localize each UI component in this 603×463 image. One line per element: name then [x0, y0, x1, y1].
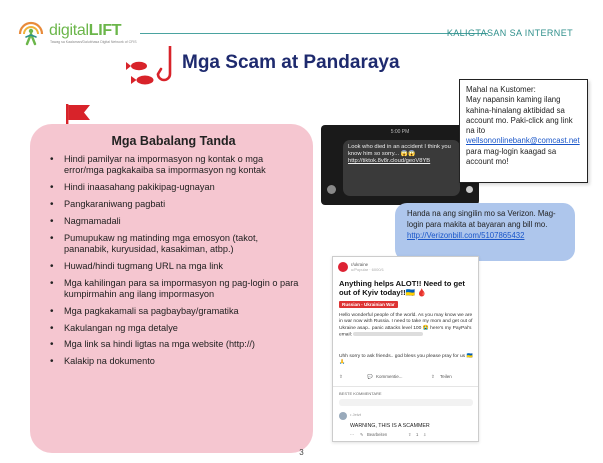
bank-phishing-link: wellsononlinebank@comcast.net	[466, 136, 580, 146]
fish-hook-icon	[123, 44, 178, 90]
section-label: KALIGTASAN SA INTERNET	[446, 28, 573, 38]
phone-message-link: http://tiktok.8v8r.cloud/geoV8YB	[348, 158, 431, 165]
verizon-phishing-link: http://Verizonbill.com/5107865432	[407, 230, 525, 240]
upvote-icon: ⇧	[339, 374, 343, 379]
bank-greeting: Mahal na Kustomer:	[466, 85, 536, 94]
post-body-text: Hello wonderful people of the world. As you may know we are in war now with Russia. I need to take my mom and get out of Ukraine asap.. panic attacks level 100 😭 here's my PayPal's email:	[339, 313, 473, 338]
post-title: Anything helps ALOT!! Need to get out of Kyiv today!!🇺🇦 🩸	[339, 279, 465, 298]
phone-message-text: Look who died in an accident I think you know him so sorry... 😱😱	[348, 144, 451, 158]
phone-time: 5:00 PM	[390, 129, 410, 135]
comment-text: WARNING, THIS IS A SCAMMER	[350, 423, 430, 429]
list-item: • Pumupukaw ng matinding mga emosyon (takot, pananabik, kuryusidad, kasakiman, atbp.)	[48, 233, 299, 256]
post-user-meta: u/Popular · 6000/1	[351, 267, 384, 272]
edit-icon: ✎	[360, 432, 364, 437]
list-item: • Mga link sa hindi ligtas na mga website (http://)	[48, 339, 299, 350]
divider	[333, 386, 478, 387]
comment-input	[339, 399, 473, 406]
comment-meta: • Jetzt	[350, 412, 361, 417]
list-item: • Huwad/hindi tugmang URL na mga link	[48, 261, 299, 272]
list-item: • Hindi pamilyar na impormasyon ng kontak o mga error/mga pagkakaiba sa impormasyon ng kontak	[48, 154, 299, 177]
bank-message-end: para mag-login kaagad sa account mo!	[466, 146, 557, 167]
phone-message-bubble	[343, 140, 460, 196]
logo-wordmark	[49, 22, 121, 40]
warning-card-title: Mga Babalang Tanda	[111, 134, 236, 148]
avatar	[339, 412, 347, 420]
verizon-message-text: Handa na ang singilin mo sa Verizon. Mag-login para makita at bayaran ang bill mo.	[407, 209, 556, 229]
digitallift-logo	[16, 18, 136, 50]
logo-digital-text: digital	[49, 22, 89, 39]
comments-label: Kommentie...	[376, 374, 403, 379]
list-item: • Pangkaraniwang pagbati	[48, 199, 299, 210]
post-body-closing: Uhh sorry to ask friends.. god bless you please pray for us 🇺🇦🙏	[339, 354, 473, 366]
list-item: • Mga kahilingan para sa impormasyon ng pag-login o para kumpirmahin ang ilang impormasyon	[48, 278, 299, 301]
post-flair-badge: Russian - Ukrainian War	[339, 301, 398, 308]
warning-signs-card	[30, 124, 313, 453]
header-divider	[140, 33, 488, 34]
list-item: • Kakulangan ng mga detalye	[48, 323, 299, 334]
logo-tagline: Tawag sa Kaalaman/Dalubhasa Digital Network of CFIS	[50, 40, 137, 44]
more-icon: ⋯	[350, 432, 355, 437]
upvote-icon: ⇧	[408, 432, 412, 437]
avatar	[338, 262, 348, 272]
logo-lift-text: LIFT	[88, 22, 122, 39]
edit-label: Bearbeiten	[367, 432, 388, 437]
downvote-icon: ⇩	[423, 432, 427, 437]
best-comments-label: BESTE KOMMENTARE	[339, 391, 382, 396]
share-icon: ⇪	[431, 374, 435, 379]
redacted-email	[353, 332, 423, 336]
logo-mark-icon	[16, 18, 46, 48]
share-label: Teilen	[440, 374, 452, 379]
phone-message-example	[321, 125, 479, 205]
list-item: • Nagmamadali	[48, 216, 299, 227]
list-item: • Mga pagkakamali sa pagbaybay/gramatika	[48, 306, 299, 317]
verizon-message-example	[395, 203, 575, 261]
list-item: • Hindi inaasahang pakikipag-ugnayan	[48, 182, 299, 193]
comment-votes: 1	[416, 432, 419, 437]
warning-signs-list	[48, 154, 299, 368]
comment-icon: 💬	[367, 374, 373, 379]
post-actions	[339, 374, 477, 382]
social-post-example	[332, 256, 479, 442]
avatar	[327, 185, 336, 194]
bank-message-text: May napansin kaming ilang kahina-hinalang aktibidad sa account mo. Paki-click ang link na ito	[466, 95, 573, 136]
bank-email-example	[459, 79, 588, 183]
post-body	[339, 313, 477, 338]
reaction-icon	[466, 186, 473, 193]
page-title: Mga Scam at Pandaraya	[182, 52, 400, 73]
post-header	[338, 262, 475, 274]
post-subreddit: r/ukraine	[351, 262, 369, 267]
list-item: • Kalakip na dokumento	[48, 356, 299, 367]
page-number: 3	[299, 448, 304, 457]
